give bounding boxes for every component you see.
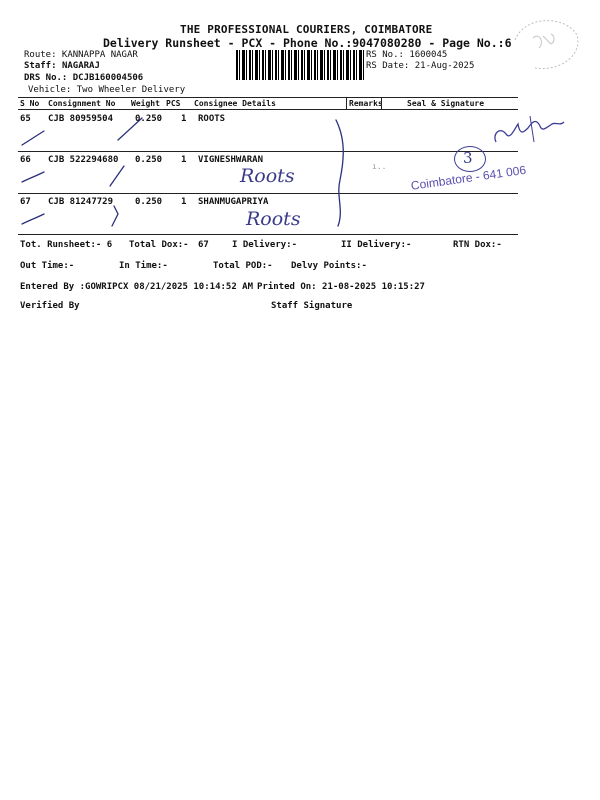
row-67-handwritten-note: Roots xyxy=(246,208,301,230)
row-67-pcs: 1 xyxy=(181,197,187,207)
staff-label: Staff: xyxy=(24,61,57,71)
col-consignment: Consignment No xyxy=(48,99,116,108)
rs-number: RS No.: 1600045 xyxy=(366,50,448,60)
row-67-consignment: CJB 81247729 xyxy=(48,197,114,207)
row-66-consignee: VIGNESHWARAN xyxy=(198,155,264,165)
total-runsheet: Tot. Runsheet:- 6 xyxy=(20,240,113,250)
row-66-sno: 66 xyxy=(20,155,31,165)
row-65-consignee: ROOTS xyxy=(198,114,226,124)
staff xyxy=(24,61,100,71)
first-delivery: I Delivery:- xyxy=(232,240,298,250)
col-weight: Weight xyxy=(131,99,160,108)
out-time: Out Time:- xyxy=(20,261,75,271)
row-67-sno: 67 xyxy=(20,197,31,207)
stamp-faint-text: ı.. xyxy=(372,162,387,171)
row-65-consignment: CJB 80959504 xyxy=(48,114,114,124)
drs-number: DRS No.: DCJB160004506 xyxy=(24,73,144,83)
entered-by: Entered By :GOWRIPCX 08/21/2025 10:14:52 AM xyxy=(20,282,253,292)
row-65-sno: 65 xyxy=(20,114,31,124)
total-dox-value: 67 xyxy=(198,240,209,250)
row-66-pcs: 1 xyxy=(181,155,187,165)
vehicle: Vehicle: Two Wheeler Delivery xyxy=(28,85,186,95)
row-67-weight: 0.250 xyxy=(135,197,163,207)
staff-signature: Staff Signature xyxy=(271,301,353,311)
row-66-consignment: CJB 522294680 xyxy=(48,155,119,165)
company-title: THE PROFESSIONAL COURIERS, COIMBATORE xyxy=(180,23,433,36)
delivery-points: Delvy Points:- xyxy=(291,261,367,271)
runsheet-title: Delivery Runsheet - PCX - Phone No.:9047080280 - Page No.:6 xyxy=(103,36,512,50)
stamp-city: Coimbatore - 641 006 xyxy=(410,162,527,193)
col-sno: S No xyxy=(20,99,40,108)
in-time: In Time:- xyxy=(119,261,168,271)
row-66-weight: 0.250 xyxy=(135,155,163,165)
signature-scribble xyxy=(490,112,570,152)
row-65-pcs: 1 xyxy=(181,114,187,124)
row-65-weight: 0.250 xyxy=(135,114,163,124)
row-66-handwritten-note: Roots xyxy=(240,165,295,187)
total-pod: Total POD:- xyxy=(213,261,273,271)
table-top-rule xyxy=(18,97,518,98)
verified-by: Verified By xyxy=(20,301,80,311)
staff-value: NAGARAJ xyxy=(61,61,100,71)
rs-date: RS Date: 21-Aug-2025 xyxy=(366,61,475,71)
total-dox-label: Total Dox:- xyxy=(129,240,189,250)
second-delivery: II Delivery:- xyxy=(341,240,412,250)
col-seal: Seal & Signature xyxy=(407,99,485,108)
barcode xyxy=(236,50,364,80)
col-remarks: Remarks xyxy=(349,99,383,108)
printed-on: Printed On: 21-08-2025 10:15:27 xyxy=(257,282,425,292)
rtn-dox: RTN Dox:- xyxy=(453,240,502,250)
col-pcs: PCS xyxy=(166,99,181,108)
row-67-consignee: SHANMUGAPRIYA xyxy=(198,197,269,207)
faint-corner-stamp xyxy=(505,10,585,80)
circled-number-text: 3 xyxy=(463,149,473,167)
route: Route: KANNAPPA NAGAR xyxy=(24,50,138,60)
col-consignee: Consignee Details xyxy=(194,99,276,108)
